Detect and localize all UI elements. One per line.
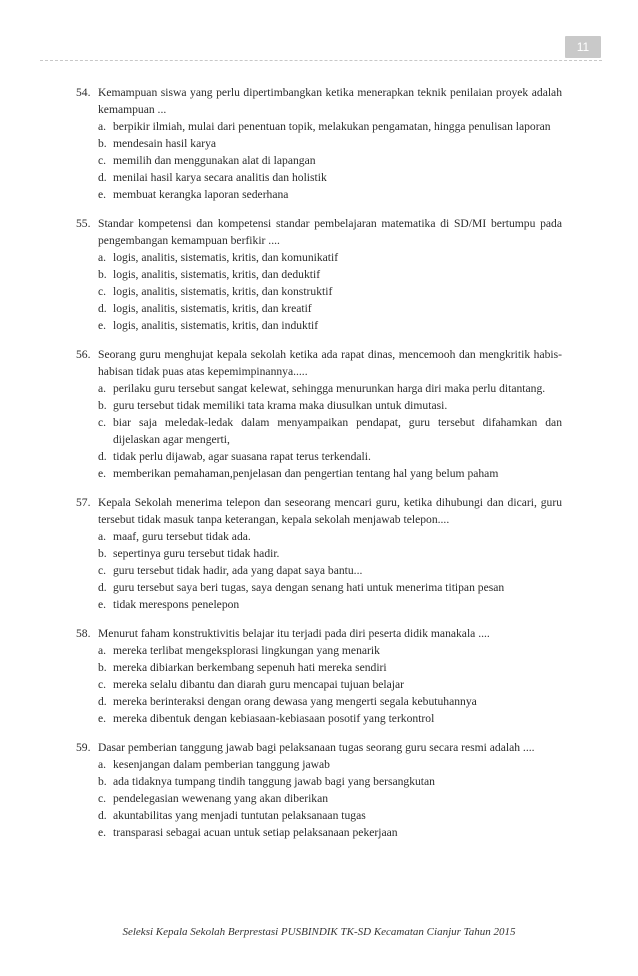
question-text: Standar kompetensi dan kompetensi standar pembelajaran matematika di SD/MI bertumpu pada pengembangan kemampuan berfikir .... [98,217,562,247]
option-letter: b. [98,137,107,150]
answer-option [0,152,638,169]
answer-options [0,380,638,482]
answer-option [0,266,638,283]
question-55 [0,215,638,334]
page-footer: Seleksi Kepala Sekolah Berprestasi PUSBINDIK TK-SD Kecamatan Cianjur Tahun 2015 [122,926,516,938]
option-letter: a. [98,530,107,543]
answer-option [0,465,638,482]
option-text: transparasi sebagai acuan untuk setiap pelaksanaan pekerjaan [113,826,398,839]
answer-option [0,186,638,203]
question-number: 57. [76,496,91,509]
option-text: maaf, guru tersebut tidak ada. [113,530,251,543]
answer-option [0,579,638,596]
question-text: Seorang guru menghujat kepala sekolah ketika ada rapat dinas, mencemooh dan mengkritik habis-habisan tidak puas atas kepemimpinannya..... [98,348,562,378]
answer-option [0,169,638,186]
question-59 [0,739,638,841]
option-letter: d. [98,302,107,315]
option-text: mendesain hasil karya [113,137,217,150]
option-letter: e. [98,188,107,201]
option-text: memberikan pemahaman,penjelasan dan pengertian tentang hal yang belum paham [113,467,499,480]
option-letter: e. [98,712,107,725]
answer-options [0,528,638,613]
option-text: tidak merespons penelepon [113,598,240,611]
option-text: logis, analitis, sistematis, kritis, dan komunikatif [113,251,339,264]
answer-option [0,642,638,659]
question-number: 54. [76,86,91,99]
question-text: Dasar pemberian tanggung jawab bagi pelaksanaan tugas seorang guru secara resmi adalah .... [98,741,535,754]
question-54 [0,84,638,203]
answer-options [0,642,638,727]
option-text: perilaku guru tersebut sangat kelewat, sehingga menurunkan harga diri maka perlu ditantang. [113,382,546,395]
question-58 [0,625,638,727]
option-letter: e. [98,319,107,332]
option-letter: e. [98,598,107,611]
option-text: logis, analitis, sistematis, kritis, dan konstruktif [113,285,333,298]
answer-option [0,528,638,545]
option-letter: d. [98,171,107,184]
option-letter: a. [98,758,107,771]
option-text: berpikir ilmiah, mulai dari penentuan topik, melakukan pengamatan, hingga penulisan laporan [113,120,551,133]
answer-option [0,300,638,317]
option-letter: a. [98,120,107,133]
question-number: 55. [76,217,91,230]
question-56 [0,346,638,482]
question-57 [0,494,638,613]
option-letter: e. [98,826,107,839]
answer-option [0,414,638,448]
answer-option [0,562,638,579]
option-letter: d. [98,450,107,463]
answer-option [0,448,638,465]
question-text: Menurut faham konstruktivitis belajar itu terjadi pada diri peserta didik manakala .... [98,627,490,640]
option-text: pendelegasian wewenang yang akan diberikan [113,792,329,805]
option-text: memilih dan menggunakan alat di lapangan [113,154,316,167]
answer-option [0,596,638,613]
answer-options [0,756,638,841]
option-text: logis, analitis, sistematis, kritis, dan induktif [113,319,319,332]
answer-option [0,135,638,152]
option-letter: b. [98,268,107,281]
question-number: 58. [76,627,91,640]
question-number: 56. [76,348,91,361]
answer-options [0,118,638,203]
answer-option [0,710,638,727]
answer-option [0,773,638,790]
option-letter: c. [98,154,107,167]
option-text: guru tersebut saya beri tugas, saya dengan senang hati untuk menerima titipan pesan [113,581,505,594]
option-letter: b. [98,399,107,412]
option-text: ada tidaknya tumpang tindih tanggung jawab bagi yang bersangkutan [113,775,435,788]
question-text: Kemampuan siswa yang perlu dipertimbangkan ketika menerapkan teknik penilaian proyek adalah kemampuan ... [98,86,562,116]
option-letter: e. [98,467,107,480]
answer-option [0,790,638,807]
answer-option [0,807,638,824]
question-list [0,84,638,853]
option-letter: c. [98,792,107,805]
option-letter: c. [98,285,107,298]
answer-option [0,317,638,334]
option-letter: c. [98,678,107,691]
option-text: mereka dibiarkan berkembang sepenuh hati mereka sendiri [113,661,387,674]
header-divider [40,60,602,61]
answer-options [0,249,638,334]
option-text: mereka dibentuk dengan kebiasaan-kebiasaan posotif yang terkontrol [113,712,435,725]
option-text: mereka selalu dibantu dan diarah guru mencapai tujuan belajar [113,678,405,691]
option-text: sepertinya guru tersebut tidak hadir. [113,547,280,560]
option-text: biar saja meledak-ledak dalam menyampaikan pendapat, guru tersebut difahamkan dan dijelaskan agar mengerti, [113,416,562,446]
option-letter: d. [98,809,107,822]
answer-option [0,118,638,135]
answer-option [0,756,638,773]
option-text: logis, analitis, sistematis, kritis, dan kreatif [113,302,312,315]
option-text: akuntabilitas yang menjadi tuntutan pelaksanaan tugas [113,809,366,822]
option-letter: a. [98,644,107,657]
answer-option [0,249,638,266]
answer-option [0,397,638,414]
option-letter: d. [98,581,107,594]
option-letter: b. [98,775,107,788]
option-text: logis, analitis, sistematis, kritis, dan deduktif [113,268,321,281]
option-text: membuat kerangka laporan sederhana [113,188,289,201]
answer-option [0,380,638,397]
answer-option [0,693,638,710]
option-letter: d. [98,695,107,708]
option-letter: a. [98,251,107,264]
answer-option [0,545,638,562]
option-text: tidak perlu dijawab, agar suasana rapat terus terkendali. [113,450,371,463]
answer-option [0,283,638,300]
option-text: menilai hasil karya secara analitis dan holistik [113,171,327,184]
answer-option [0,659,638,676]
option-letter: b. [98,547,107,560]
option-letter: c. [98,564,107,577]
question-text: Kepala Sekolah menerima telepon dan seseorang mencari guru, ketika dihubungi dan dicari, guru tersebut tidak masuk tanpa keterangan, kepala sekolah menjawab telepon.... [98,496,562,526]
option-letter: a. [98,382,107,395]
page-number: 11 [565,36,601,58]
option-letter: b. [98,661,107,674]
question-number: 59. [76,741,91,754]
option-text: kesenjangan dalam pemberian tanggung jawab [113,758,330,771]
answer-option [0,676,638,693]
option-text: guru tersebut tidak memiliki tata krama maka diusulkan untuk dimutasi. [113,399,448,412]
option-text: guru tersebut tidak hadir, ada yang dapat saya bantu... [113,564,363,577]
option-letter: c. [98,416,107,429]
answer-option [0,824,638,841]
option-text: mereka terlibat mengeksplorasi lingkungan yang menarik [113,644,380,657]
option-text: mereka berinteraksi dengan orang dewasa yang mengerti segala kebutuhannya [113,695,477,708]
